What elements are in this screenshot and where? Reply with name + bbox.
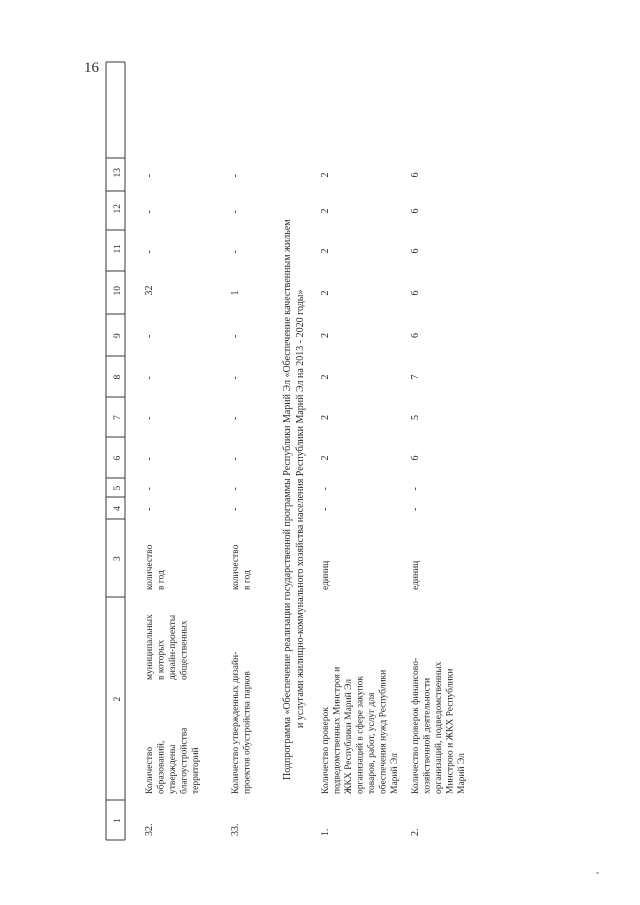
subprogram-row-1-name-line: организаций в сфере закупок [355,676,366,794]
subprogram-row-1-name-line: ЖКХ Республики Марий Эл [344,679,354,794]
column-header-5: 5 [113,485,123,491]
subprogram-row-1-value-col-8: 2 [320,374,331,380]
row-33-value-col-13: - [230,174,241,178]
subprogram-row-1-value-col-4: - [320,507,331,511]
row-33-value-col-9: - [230,334,241,338]
column-header-13: 13 [113,168,123,178]
column-header-9: 9 [113,333,123,338]
row-32-name-line: общественных [179,620,190,680]
column-header-row [113,168,123,823]
subprogram-row-2-name-line: Минстрою и ЖКХ Республики [445,668,456,794]
subprogram-row-1-value-col-6: 2 [320,455,331,461]
row-33-name-line: Количество утвержденных дизайн- [231,651,241,794]
subprogram-row-2-value-col-6: 6 [410,455,421,461]
page-number: 16 [84,60,99,76]
row-33-value-col-5: - [230,487,241,491]
row-32-value-col-9: - [144,334,155,338]
subprogram-row-1-name-line: обеспечения нужд Республики [378,669,389,794]
scan-speck [596,872,599,874]
row-32-value-col-6: - [144,457,155,461]
subprogram-row-2-name-line: хозяйственной деятельности [422,677,433,794]
column-header-8: 8 [113,374,123,380]
row-32-value-col-4: - [144,507,155,511]
subprogram-row-2-unit: единиц [411,560,421,590]
subprogram-row-2-value-col-11: 6 [410,248,421,254]
subprogram-row-1-value-col-5: - [320,487,331,491]
row-33-name-line: проектов обустройства парков [242,671,253,794]
row-32-value-col-11: - [144,250,155,254]
row-32-name-line: дизайн-проекты [168,614,178,680]
row-32-value-col-8: - [144,376,155,380]
subprogram-title-line-2: и услугами жилищно-коммунального хозяйства населения Республики Марий Эл на 2013 - 2020 годы» [295,289,306,728]
subprogram-row-1-unit: единиц [321,560,331,590]
subprogram-row-2-name-line: Количество проверок финансово- [411,657,421,794]
row-32-row-number: 32. [144,823,155,836]
row-32-value-col-10: 32 [144,285,155,296]
subprogram-row-2-value-col-9: 6 [410,333,421,338]
subprogram-row-1-name-line: подведомственных Минстроя и [332,666,343,794]
row-32-name-line: благоустройства [179,727,190,794]
subprogram-row-2-value-col-10: 6 [410,290,421,296]
subprogram-row-1-name-line: Количество проверок [321,707,331,794]
row-33-value-col-4: - [230,507,241,511]
row-32-name-line: в которых [156,639,167,680]
row-32-name-line: муниципальных [145,614,155,680]
subprogram-row-2-value-col-7: 5 [410,415,421,420]
column-header-3: 3 [113,556,123,561]
row-33-value-col-10: 1 [230,290,241,296]
row-32-name-line: территорий [191,747,201,794]
column-header-6: 6 [113,455,123,461]
row-32-value-col-5: - [144,487,155,491]
column-header-7: 7 [113,415,123,420]
table-grid [106,62,125,840]
row-33-value-col-7: - [230,416,241,420]
subprogram-row-1-name-line: Марий Эл [390,753,400,794]
column-header-12: 12 [113,204,123,214]
subprogram-row-1-value-col-11: 2 [320,248,331,254]
row-32-name-line: утверждены [168,744,178,794]
subprogram-row-1-row-number: 1. [320,828,331,836]
column-header-4: 4 [113,506,123,511]
row-32-value-col-12: - [144,210,155,214]
column-header-1: 1 [113,818,123,823]
row-32-unit: количество [145,544,155,590]
subprogram-row-2-value-col-8: 7 [410,374,421,380]
row-32-name-line: образований, [156,740,167,794]
subprogram-row-2-name-line: Марий Эл [457,753,467,794]
column-header-2: 2 [113,696,123,702]
table-body [144,173,467,837]
subprogram-title-line-1: Подпрограмма «Обеспечение реализации государственной программы Республики Марий Эл «Обеспечение качественным жильем [282,219,293,780]
row-33-unit: в год [242,570,253,590]
subprogram-row-1-value-col-10: 2 [320,290,331,296]
row-33-row-number: 33. [230,823,241,836]
row-32-name-line: Количество [145,746,155,794]
column-header-11: 11 [113,244,123,254]
subprogram-row-2-value-col-12: 6 [410,208,421,214]
row-33-value-col-8: - [230,376,241,380]
row-32-value-col-13: - [144,174,155,178]
subprogram-row-1-value-col-12: 2 [320,208,331,214]
row-33-value-col-6: - [230,457,241,461]
subprogram-row-1-name-line: товаров, работ, услуг для [367,692,377,794]
row-33-value-col-11: - [230,250,241,254]
subprogram-row-2-row-number: 2. [410,828,421,836]
subprogram-row-2-name-line: организаций, подведомственных [434,661,444,794]
row-33-value-col-12: - [230,210,241,214]
column-header-10: 10 [113,286,123,296]
subprogram-row-1-value-col-7: 2 [320,415,331,420]
row-32-unit: в год [156,570,167,590]
subprogram-row-1-value-col-13: 2 [320,172,331,178]
subprogram-row-2-value-col-5: - [410,487,421,491]
row-32-value-col-7: - [144,416,155,420]
subprogram-row-2-value-col-4: - [410,507,421,511]
subprogram-row-1-value-col-9: 2 [320,333,331,338]
row-33-unit: количество [231,544,241,590]
subprogram-row-2-value-col-13: 6 [410,172,421,178]
